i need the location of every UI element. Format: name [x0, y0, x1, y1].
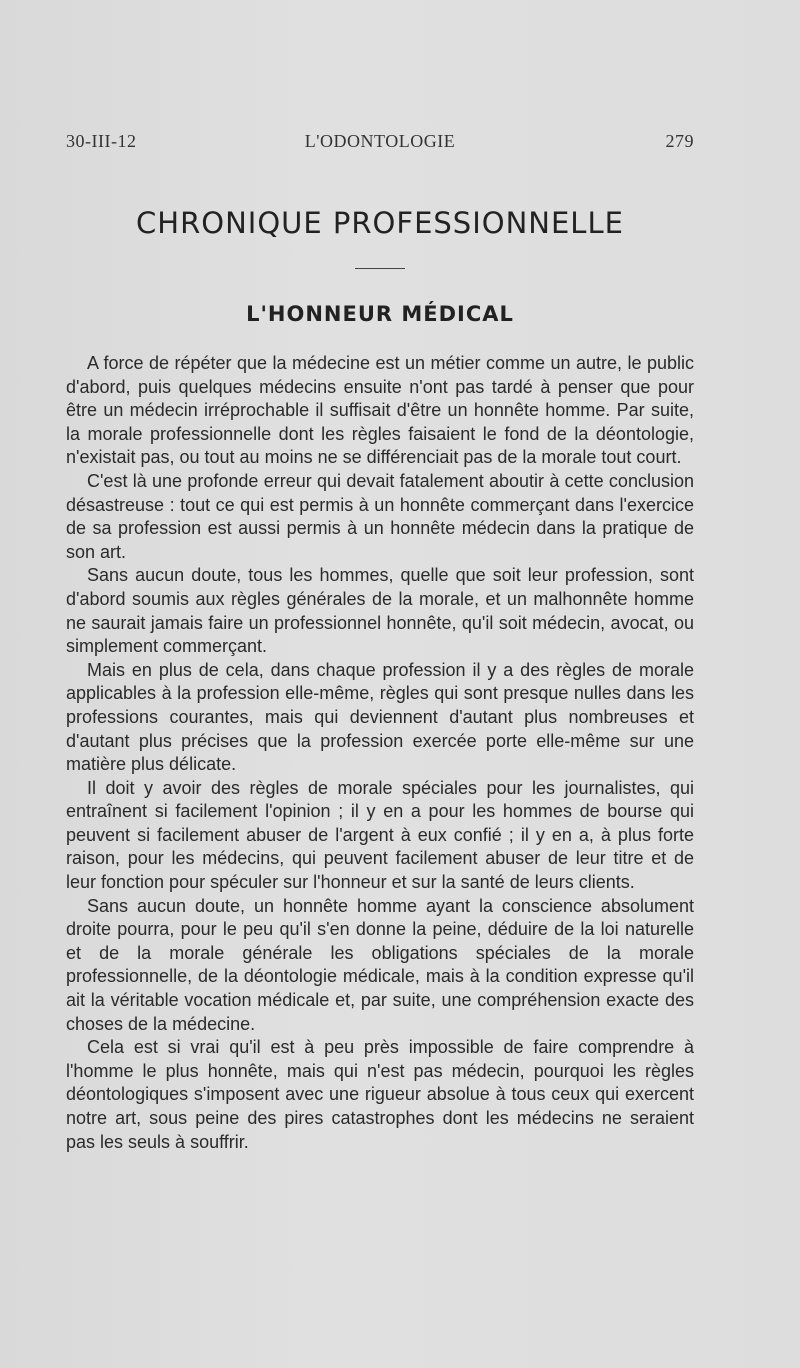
paragraph-3: Sans aucun doute, tous les hommes, quelle que soit leur profession, sont d'abord soumis aux règles générales de la morale, et un malhonnête homme ne saurait jamais faire un professionnel honnête, qu'il soit médecin, avocat, ou simplement commerçant.	[66, 565, 694, 657]
paragraph-2: C'est là une profonde erreur qui devait fatalement aboutir à cette conclusion désastreuse : tout ce qui est permis à un honnête commerçant dans l'exercice de sa profession est aussi permis à un honnête médecin dans la pratique de son art.	[66, 470, 694, 562]
article-body	[66, 352, 694, 1154]
page-number: 279	[665, 131, 694, 151]
running-head	[66, 131, 694, 157]
paragraph-5: Il doit y avoir des règles de morale spéciales pour les journalistes, qui entraînent si facilement l'opinion ; il y en a pour les hommes de bourse qui peuvent si facilement abuser de l'argent à eux confié ; il y en a, à plus forte raison, pour les médecins, qui peuvent facilement abuser de leur titre et de leur fonction pour spéculer sur l'honneur et sur la santé de leurs clients.	[66, 777, 694, 893]
issue-date: 30-III-12	[66, 131, 137, 151]
paragraph-4: Mais en plus de cela, dans chaque profession il y a des règles de morale applicables à la profession elle-même, règles qui sont presque nulles dans les professions courantes, mais qui deviennent d'autant plus nombreuses et d'autant plus précises que la profession exercée porte elle-même sur une matière plus délicate.	[66, 659, 694, 775]
title-divider	[355, 268, 405, 269]
paragraph-7: Cela est si vrai qu'il est à peu près impossible de faire comprendre à l'homme le plus honnête, mais qui n'est pas médecin, pourquoi les règles déontologiques s'imposent avec une rigueur absolue à tous ceux qui exercent notre art, sous peine des pires catastrophes dont les médecins ne seraient pas les seuls à souffrir.	[66, 1037, 694, 1152]
journal-name: L'ODONTOLOGIE	[304, 131, 456, 151]
paragraph-6: Sans aucun doute, un honnête homme ayant la conscience absolument droite pourra, pour le peu qu'il s'en donne la peine, déduire de la loi naturelle et de la morale générale les obligations spéciales de la morale professionnelle, de la déontologie médicale, mais à la condition expresse qu'il ait la véritable vocation médicale et, par suite, une compréhension exacte des choses de la médecine.	[66, 895, 694, 1034]
section-title: CHRONIQUE PROFESSIONNELLE	[136, 206, 624, 240]
article-title: L'HONNEUR MÉDICAL	[246, 302, 514, 326]
paragraph-1: A force de répéter que la médecine est un métier comme un autre, le public d'abord, puis quelques médecins ensuite n'ont pas tardé à penser que pour être un médecin irréprochable il suffisait d'être un honnête homme. Par suite, la morale professionnelle dont les règles faisaient le fond de la déontologie, n'existait pas, ou tout au moins ne se différenciait pas de la morale tout court.	[66, 353, 694, 468]
